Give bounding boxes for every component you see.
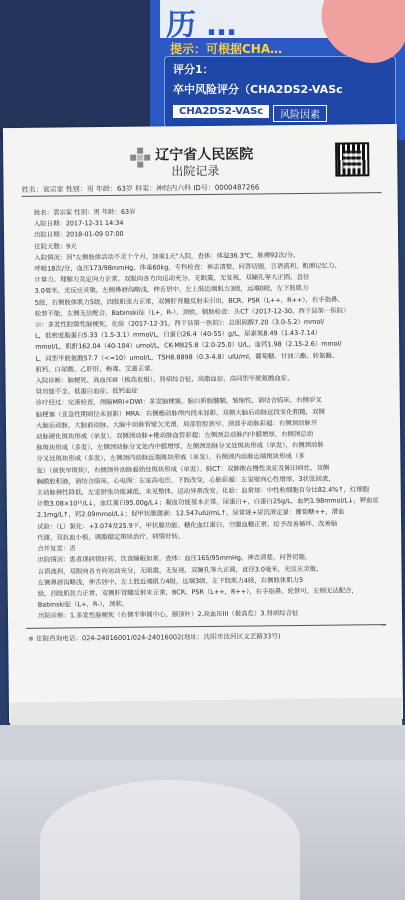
record-line: Babinski征（L+，R-），颈软。 <box>37 599 129 609</box>
record-line: 左侧鼻唇沟略浅，伸舌居中，左上肢近端肌力4级，远端3级，左下肢肌力4级，右侧肢体肌力5 <box>37 575 304 587</box>
record-line: 大脑后动脉，大脑前动脉，大脑中动脉管壁欠光滑，局部管腔狭窄。颈部手动脉彩超：右侧颈动脉开 <box>35 418 318 430</box>
record-line: 代谢，双抗血小板，调脂稳定斑块治疗，病情好转。 <box>37 532 185 542</box>
record-line: 轮替不能，左侧无法配合，Babinski征（L+，R-），颈软。辅助检查：头CT（2017-12-30，西干县第一医院） <box>34 306 350 318</box>
discharge-record-paper <box>3 124 403 723</box>
record-line: 出院诊断：1.多发性脑梗死（右侧半卵圆中心，额顶叶）2.高血压III（极高危）3.肾病综合征 <box>37 609 299 621</box>
record-line: 发）（前狭窄斑块），右侧颈外动脉起始处斑块形成（单发）。肺CT：双肺散在慢性炎症及陈旧病灶，双侧 <box>36 463 330 475</box>
record-line: 入院诊断：脑梗死、高血压III（极高危组）、肾病综合征、高脂血症、高同型半胱氨酸血症、 <box>35 374 294 385</box>
record-line: 3.0毫米，光反应灵敏，左侧鼻唇沟略浅，伸舌居中，左上肢近端肌力3级，远端0级，左下肢肌力 <box>34 284 309 296</box>
card-line-2: 卒中风险评分（CHA2DS2-VASc <box>173 83 343 96</box>
card-tag-2: 风险因素 <box>273 105 327 122</box>
record-line: 动脉硬化斑块形成（单发），双侧颈动脉+椎动脉血管彩超：左侧颈总动脉内中膜增厚，右侧颈总动 <box>36 429 314 441</box>
booklet-heading: 历 … <box>160 0 405 38</box>
record-line: 姓名：袁宗家 性别：男 年龄：63岁 <box>33 207 136 217</box>
record-line: mmol/L，肌酐162.04（40-104）umol/L，CK-MB25.8（2.0-25.0）U/L，血钙1.98（2.15-2.6）mmol/ <box>35 339 342 352</box>
record-line: L，同型半胱氨酸57.7（<=10）umol/L，TSH8.8898（0.3-4.8）uIU/ml，葡萄糖、甘油三酯、转氨酶、 <box>35 351 339 363</box>
record-line: 胸膜腔积液，请结合临床，心电图：左室高电压。下肢改变，心脏彩超：左室壁向心性增厚，3状弦回流， <box>36 474 335 486</box>
patient-header: 姓名：袁宗家 性别：男 年龄：63岁 科室：神经内六科 ID号：0000487266 <box>21 183 260 194</box>
record-line: L，低密度脂蛋白5.33（1.5-3.1）mmol/L，白蛋白26.4（40-55）g/L，尿素氮8.49（1.43-7.14） <box>35 328 322 340</box>
record-line: 5级，右侧肢体肌力5级，四肢肌张力正常，双侧肝肾腱反射未引出，BCR、PSR（L++，R++），右手指鼻、 <box>34 295 344 307</box>
record-line: 住院天数：9天 <box>34 241 77 251</box>
record-line: 2.1mg/L↑，钙2.09mmol/L↓；促甲状腺激素：12.547uIU/mL↑，尿常规+尿沉渣定量：葡萄糖++，潜血 <box>36 508 345 520</box>
record-line: 言语流利，双眼向各方向运动充分，无眼震，无复视，双瞳孔等大正圆，直径3.0毫米，光反应灵敏， <box>37 564 323 576</box>
record-line: 合并复发：否 <box>37 544 76 553</box>
hospital-logo-icon <box>129 147 151 169</box>
record-line: 入院日期：2017-12-31 14:34 <box>33 219 124 228</box>
card-line-1: 评分1： <box>173 63 214 76</box>
record-body <box>34 204 388 622</box>
record-line: 肌钙、白尿酸、乙肝肝、梅毒、艾滋正常。 <box>35 364 157 374</box>
record-line: 分叉处斑块形成（多发），左侧颈内动脉近端斑块形成（单发），右侧颈内动脉近端斑块形成（多 <box>36 452 305 464</box>
record-line: 计数3.08×10¹²/L↓，血红蛋白95.00g/L↓；凝血功能基本正常。尿蛋白+，白蛋白25g/L，血钙1.98mmol/L↓，钾血症 <box>36 496 379 509</box>
record-line: 出院日期：2018-01-09 07:00 <box>33 230 124 240</box>
hospital-name: 辽宁省人民医院 <box>155 146 254 164</box>
qr-code-icon <box>335 142 369 176</box>
record-line: 呼吸18次/分，血压173/98mmHg，体重60kg，专科检查：神志清楚，问答切题，言语流利，粗测记忆力、 <box>34 261 341 273</box>
record-line: 示：多发性腔隙性脑梗死。化验（2017-12-31，西干县第一医院）：总胆固醇7.20（3.0-5.2）mmol/ <box>34 317 325 329</box>
record-line: 主动脉弹性降低，左室舒张功能减低，未见整体，运动异常改变。化验：血常规：中性粒细胞百分比82.4%↑，红细胞 <box>36 485 370 497</box>
record-line: 脉斑块形成（多发），左侧颈动脉分叉处内中膜增厚，左侧颈动脉分叉处斑块形成（单发），右侧颈动脉 <box>36 441 324 453</box>
record-line: 计算力、理解力及定向力正常。双眼向各方向运动充分，无眼震，无复视，双瞳孔等大正圆，直径 <box>34 273 310 284</box>
booklet-card <box>164 56 396 128</box>
record-line: 肾功能不全、低蛋白血症、低钙血症 <box>35 386 138 397</box>
footer-rule <box>26 624 386 629</box>
footer-contact: ※ 住院咨询电话：024-24016001/024-24016002(地址：沈阳市沈河区文艺路33号) <box>28 632 281 643</box>
record-line: 入院情况：因"左侧肢体活动不灵十个月，加重1天"入院。查体：体温36.3℃，脉搏92次/分， <box>34 250 300 262</box>
document-title: 出院记录 <box>171 163 220 179</box>
record-line: 脑梗塞（亚急性期病位未显影）MRA：右侧椎动脉颅内段未显影，双侧大脑后动脉近段变化粗糙，双侧 <box>35 407 325 419</box>
background-dark-area <box>0 0 160 140</box>
record-line: 级，四肢肌张力正常，双侧肝肾腱反射未正常，BCR、PSR（L++，R++），右手指鼻、轮替可，左侧无法配合， <box>37 586 358 598</box>
booklet-tip: 提示：可根据CHA… <box>170 42 283 56</box>
cloth-fold <box>40 780 300 900</box>
record-line: 诊疗经过：完善检查，颅脑MRI+DWI：多发脑梗塞，脑白质脱髓鞘，皱缩性，请结合临床，右侧岁叉 <box>35 396 322 408</box>
card-tag-1: CHA2DS2-VASc <box>173 105 269 118</box>
record-line: 试验：（L）氯化：+3.074及25.9下，甲状腺功能、糖化血红蛋白、空腹血糖正常。给予改善循环、改善脑 <box>37 519 338 531</box>
record-line: 出院情况：患者现病情好转，饮食睡眠如常。查体：血压165/95mmHg，神志清楚，问答切题， <box>37 553 312 565</box>
